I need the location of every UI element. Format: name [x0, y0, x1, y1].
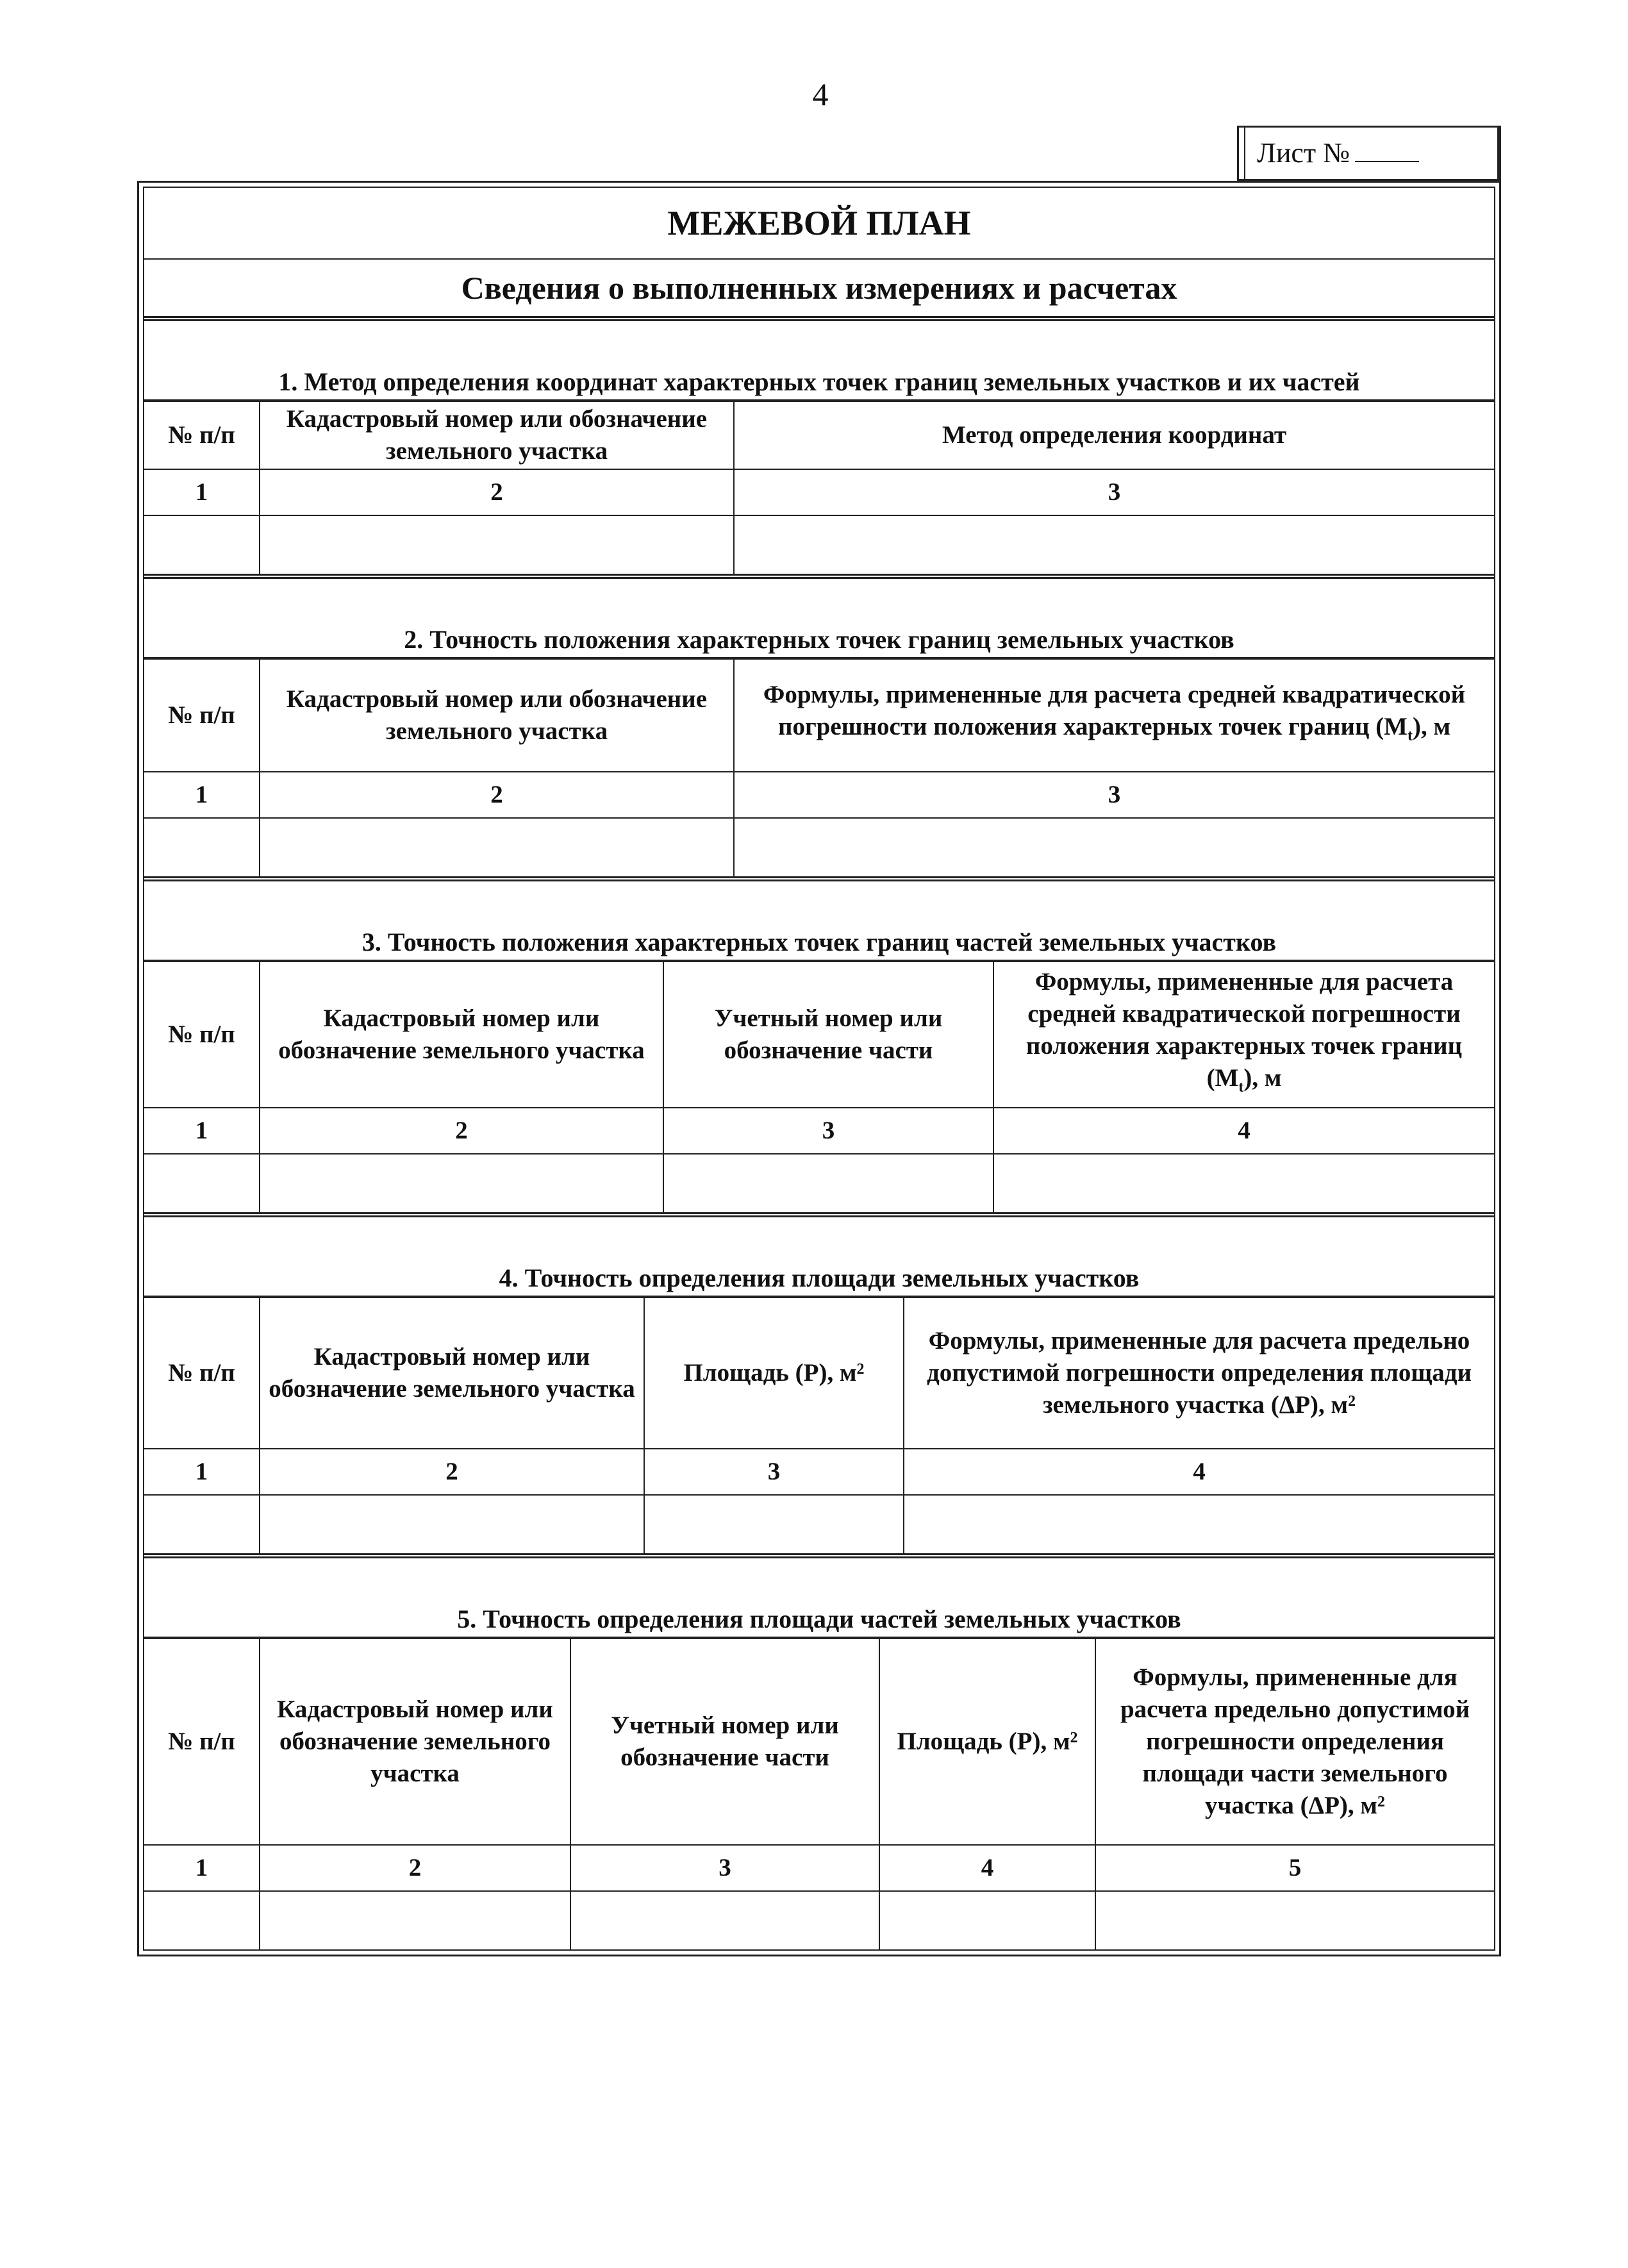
section-4 [144, 1212, 1494, 1553]
document-subtitle: Сведения о выполненных измерениях и расчетах [461, 270, 1177, 306]
empty-cell[interactable] [144, 1891, 260, 1949]
column-number: 4 [879, 1845, 1095, 1891]
header-cell: Формулы, примененные для расчета средней квадратической погрешности положения характерных точек границ $(M_t)$, м [734, 659, 1494, 772]
empty-cell[interactable] [260, 818, 734, 876]
column-number: 4 [993, 1108, 1494, 1154]
header-cell: Площадь (P), $м^2$ [644, 1297, 904, 1449]
header-cell: Площадь (P), $м^2$ [879, 1638, 1095, 1845]
header-cell: № п/п [144, 962, 260, 1108]
empty-cell[interactable] [144, 1154, 260, 1212]
column-number: 1 [144, 1845, 260, 1891]
header-cell: № п/п [144, 401, 260, 469]
header-cell: Кадастровый номер или обозначение земельного участка [260, 1297, 644, 1449]
header-cell: Формулы, примененные для расчета предельно допустимой погрешности определения площади земельного участка (ΔP), $м^2$ [904, 1297, 1494, 1449]
header-cell: Кадастровый номер или обозначение земельного участка [260, 401, 734, 469]
empty-cell[interactable] [144, 1495, 260, 1553]
section-3 [144, 876, 1494, 1212]
header-cell: Формулы, примененные для расчета средней квадратической погрешности положения характерных точек границ $(M_t)$, м [993, 962, 1494, 1108]
header-cell: Формулы, примененные для расчета предельно допустимой погрешности определения площади части земельного участка (ΔP), $м^2$ [1095, 1638, 1494, 1845]
column-number: 2 [260, 1108, 663, 1154]
document-title: МЕЖЕВОЙ ПЛАН [144, 188, 1494, 260]
column-number: 2 [260, 1845, 570, 1891]
column-number: 3 [734, 469, 1494, 515]
column-number: 3 [663, 1108, 993, 1154]
empty-cell[interactable] [144, 818, 260, 876]
empty-cell[interactable] [570, 1891, 879, 1949]
empty-cell[interactable] [993, 1154, 1494, 1212]
column-number: 1 [144, 1108, 260, 1154]
column-number: 1 [144, 1449, 260, 1495]
column-number: 3 [644, 1449, 904, 1495]
section-title: 5. Точность определения площади частей земельных участков [144, 1558, 1494, 1638]
column-number: 2 [260, 1449, 644, 1495]
empty-cell[interactable] [644, 1495, 904, 1553]
header-cell: Кадастровый номер или обозначение земельного участка [260, 659, 734, 772]
sheet-number-blank[interactable] [1355, 138, 1419, 162]
empty-cell[interactable] [260, 1891, 570, 1949]
column-number: 2 [260, 772, 734, 818]
sheet-label: Лист № [1257, 137, 1350, 169]
section-title: 3. Точность положения характерных точек границ частей земельных участков [144, 881, 1494, 961]
section-table [144, 658, 1494, 876]
empty-cell[interactable] [144, 515, 260, 574]
section-1 [144, 316, 1494, 574]
sheet-number-box [1237, 126, 1501, 181]
column-number: 3 [734, 772, 1494, 818]
column-number: 2 [260, 469, 734, 515]
empty-cell[interactable] [260, 515, 734, 574]
header-cell: № п/п [144, 1297, 260, 1449]
header-cell: Учетный номер или обозначение части [570, 1638, 879, 1845]
section-5 [144, 1553, 1494, 1949]
header-cell: Метод определения координат [734, 401, 1494, 469]
column-number: 4 [904, 1449, 1494, 1495]
empty-cell[interactable] [904, 1495, 1494, 1553]
section-title: 2. Точность положения характерных точек границ земельных участков [144, 579, 1494, 658]
empty-cell[interactable] [663, 1154, 993, 1212]
section-table [144, 1297, 1494, 1553]
header-cell: Кадастровый номер или обозначение земельного участка [260, 962, 663, 1108]
section-title: 4. Точность определения площади земельных участков [144, 1217, 1494, 1297]
document-frame [137, 181, 1501, 1956]
section-table [144, 961, 1494, 1212]
empty-cell[interactable] [734, 515, 1494, 574]
empty-cell[interactable] [1095, 1891, 1494, 1949]
page-number: 4 [812, 76, 829, 112]
section-table [144, 401, 1494, 574]
column-number: 5 [1095, 1845, 1494, 1891]
empty-cell[interactable] [734, 818, 1494, 876]
empty-cell[interactable] [260, 1495, 644, 1553]
header-cell: № п/п [144, 659, 260, 772]
empty-cell[interactable] [260, 1154, 663, 1212]
header-cell: № п/п [144, 1638, 260, 1845]
section-title: 1. Метод определения координат характерных точек границ земельных участков и их частей [144, 321, 1494, 401]
column-number: 1 [144, 772, 260, 818]
header-cell: Кадастровый номер или обозначение земельного участка [260, 1638, 570, 1845]
section-table [144, 1638, 1494, 1949]
column-number: 1 [144, 469, 260, 515]
column-number: 3 [570, 1845, 879, 1891]
header-cell: Учетный номер или обозначение части [663, 962, 993, 1108]
section-2 [144, 574, 1494, 876]
empty-cell[interactable] [879, 1891, 1095, 1949]
